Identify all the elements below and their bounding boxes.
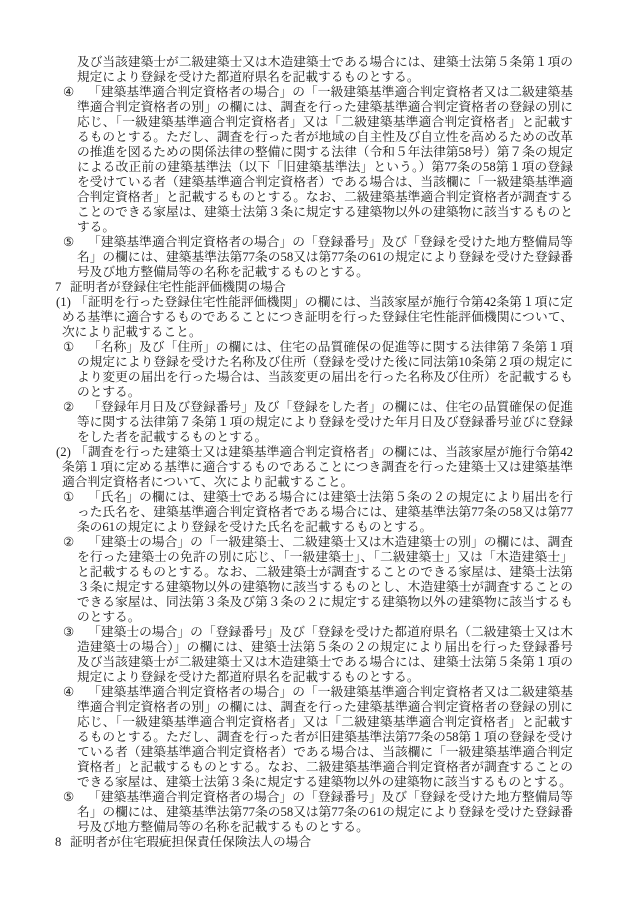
item-marker: ⑤ xyxy=(63,790,75,804)
paragraph-text: 「登録年月日及び登録番号」及び「登録をした者」の欄には、住宅の品質確保の促進等に関する法律第７条第１項の規定により登録を受けた年月日及び登録番号並びに登録をした者を記載するものとする。 xyxy=(77,400,573,444)
paragraph-text: 証明者が登録住宅性能評価機関の場合 xyxy=(70,280,286,294)
paragraph-text: 証明者が住宅瑕疵担保責任保険法人の場合 xyxy=(70,835,312,849)
paragraph-text: 「氏名」の欄には、建築士である場合には建築士法第５条の２の規定により届出を行った氏名を、建築基準適合判定資格者である場合には、建築基準法第77条の58又は第77条の61の規定により登録を受けた氏名を記載するものとする。 xyxy=(77,490,573,534)
numbered-item xyxy=(55,490,573,535)
item-marker: ③ xyxy=(63,625,75,639)
item-marker: ② xyxy=(63,400,75,414)
numbered-item xyxy=(55,340,573,400)
paragraph-text: 「建築基準適合判定資格者の場合」の「登録番号」及び「登録を受けた地方整備局等名」の欄には、建築基準法第77条の58又は第77条の61の規定により登録を受けた登録番号及び地方整備局等の名称を記載するものとする。 xyxy=(77,235,573,279)
paragraph-text: 「建築基準適合判定資格者の場合」の「登録番号」及び「登録を受けた地方整備局等名」の欄には、建築基準法第77条の58又は第77条の61の規定により登録を受けた登録番号及び地方整備局等の名称を記載するものとする。 xyxy=(77,790,573,834)
paragraph-text: 「証明を行った登録住宅性能評価機関」の欄には、当該家屋が施行令第42条第１項に定める基準に適合するものであることにつき証明を行った登録住宅性能評価機関について、次により記載すること。 xyxy=(62,295,573,339)
paragraph-text: 「調査を行った建築士又は建築基準適合判定資格者」の欄には、当該家屋が施行令第42条第１項に定める基準に適合するものであることにつき調査を行った建築士又は建築基準適合判定資格者について、次により記載すること。 xyxy=(62,445,573,489)
item-marker: ④ xyxy=(63,685,75,699)
continuation-paragraph xyxy=(55,55,573,85)
item-marker: ① xyxy=(63,490,75,504)
item-marker: ① xyxy=(63,340,75,354)
paragraph-text: 「建築士の場合」の「一級建築士、二級建築士又は木造建築士の別」の欄には、調査を行った建築士の免許の別に応じ、「一級建築士」、「二級建築士」又は「木造建築士」と記載するものとする。なお、二級建築士が調査することのできる家屋は、建築士法第３条に規定する建築物以外の建築物に該当するものとし、木造建築士が調査することのできる家屋は、同法第３条及び第３条の２に規定する建築物以外の建築物に該当するものとする。 xyxy=(77,535,573,624)
paragraph-text: 「建築基準適合判定資格者の場合」の「一級建築基準適合判定資格者又は二級建築基準適合判定資格者の別」の欄には、調査を行った建築基準適合判定資格者の登録の別に応じ、「一級建築基準適合判定資格者」又は「二級建築基準適合判定資格者」と記載するものとする。ただし、調査を行った者が旧建築基準法第77条の58第１項の登録を受けている者（建築基準適合判定資格者）である場合は、当該欄に「一級建築基準適合判定資格者」と記載するものとする。なお、二級建築基準適合判定資格者が調査することのできる家屋は、建築士法第３条に規定する建築物以外の建築物に該当するものとする。 xyxy=(77,685,573,789)
item-marker: (1) xyxy=(56,295,71,309)
numbered-item xyxy=(55,535,573,625)
item-marker: ⑤ xyxy=(63,235,75,249)
numbered-item xyxy=(55,400,573,445)
section-heading xyxy=(55,280,573,295)
item-marker: (2) xyxy=(56,445,71,459)
item-marker: ② xyxy=(63,535,75,549)
document-body xyxy=(55,55,573,850)
numbered-item xyxy=(55,790,573,835)
paragraph-text: 「建築士の場合」の「登録番号」及び「登録を受けた都道府県名（二級建築士又は木造建築士の場合）」の欄には、建築士法第５条の２の規定により届出を行った登録番号及び当該建築士が二級建築士又は木造建築士である場合には、建築士法第５条第１項の規定により登録を受けた都道府県名を記載するものとする。 xyxy=(77,625,573,684)
numbered-item xyxy=(55,625,573,685)
subsection-item xyxy=(55,445,573,490)
numbered-item xyxy=(55,85,573,235)
item-marker: 8 xyxy=(55,835,62,849)
paragraph-text: 「建築基準適合判定資格者の場合」の「一級建築基準適合判定資格者又は二級建築基準適合判定資格者の別」の欄には、調査を行った建築基準適合判定資格者の登録の別に応じ、「一級建築基準適合判定資格者」又は「二級建築基準適合判定資格者」と記載するものとする。ただし、調査を行った者が地域の自主性及び自立性を高めるための改革の推進を図るための関係法律の整備に関する法律（令和５年法律第58号）第７条の規定による改正前の建築基準法（以下「旧建築基準法」という。）第77条の58第１項の登録を受けている者（建築基準適合判定資格者）である場合は、当該欄に「一級建築基準適合判定資格者」と記載するものとする。なお、二級建築基準適合判定資格者が調査することのできる家屋は、建築士法第３条に規定する建築物以外の建築物に該当するものとする。 xyxy=(77,85,573,234)
item-marker: ④ xyxy=(63,85,75,99)
paragraph-text: 「名称」及び「住所」の欄には、住宅の品質確保の促進等に関する法律第７条第１項の規定により登録を受けた名称及び住所（登録を受けた後に同法第10条第２項の規定により変更の届出を行った場合は、当該変更の届出を行った名称及び住所）を記載するものとする。 xyxy=(77,340,573,399)
subsection-item xyxy=(55,295,573,340)
paragraph-text: 及び当該建築士が二級建築士又は木造建築士である場合には、建築士法第５条第１項の規定により登録を受けた都道府県名を記載するものとする。 xyxy=(77,55,573,84)
section-heading xyxy=(55,835,573,850)
numbered-item xyxy=(55,235,573,280)
numbered-item xyxy=(55,685,573,790)
item-marker: 7 xyxy=(55,280,62,294)
